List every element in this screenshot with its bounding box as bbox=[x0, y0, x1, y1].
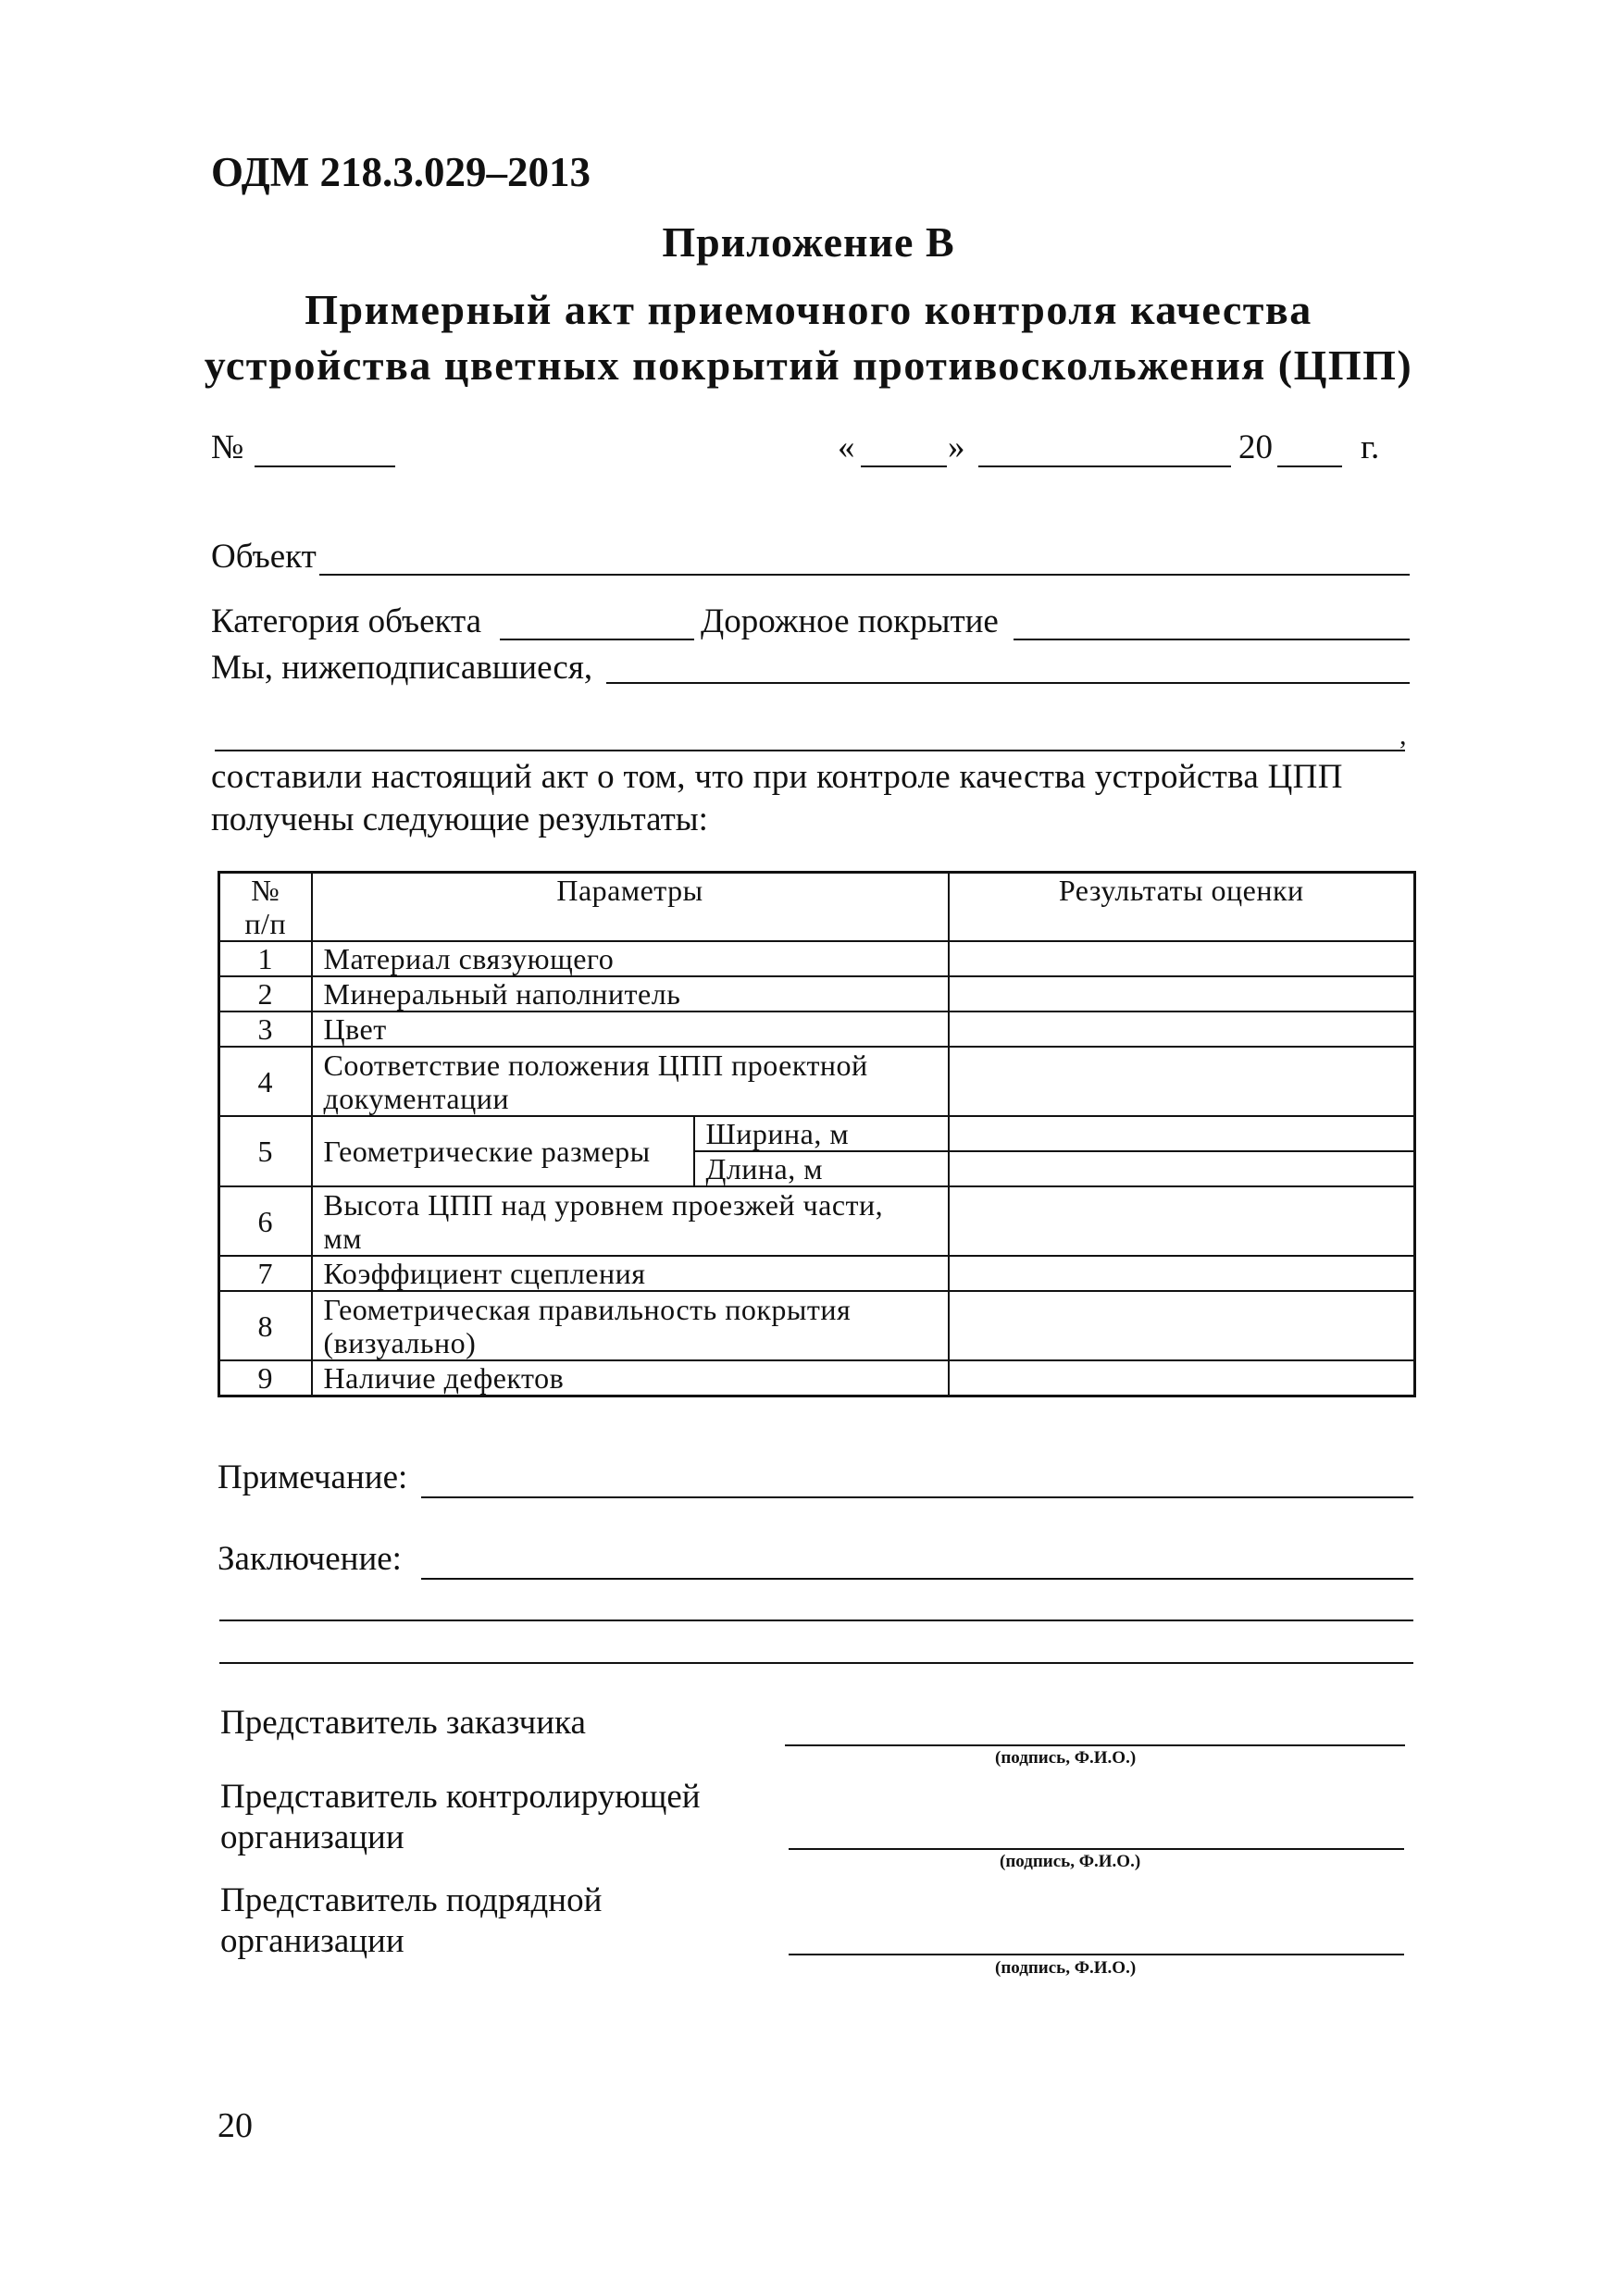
controller-label-line-1: Представитель контролирующей bbox=[220, 1778, 701, 1816]
row-result-cell[interactable] bbox=[949, 1256, 1415, 1291]
conclusion-field[interactable] bbox=[421, 1578, 1413, 1580]
table-row bbox=[219, 1291, 1415, 1360]
controller-representative-label bbox=[220, 1777, 701, 1858]
category-label: Категория объекта bbox=[211, 602, 482, 640]
row-param-line-2: документации bbox=[323, 1081, 509, 1115]
table-row bbox=[219, 976, 1415, 1011]
row-num: 2 bbox=[219, 976, 312, 1011]
trailing-comma: , bbox=[1399, 720, 1407, 751]
row-result-cell[interactable] bbox=[949, 1011, 1415, 1047]
controller-signature-caption: (подпись, Ф.И.О.) bbox=[1000, 1852, 1141, 1871]
conclusion-field-2[interactable] bbox=[219, 1620, 1413, 1621]
table-row bbox=[219, 1116, 1415, 1151]
table-row bbox=[219, 1360, 1415, 1396]
note-label: Примечание: bbox=[218, 1458, 408, 1496]
row-num: 4 bbox=[219, 1047, 312, 1116]
contractor-signature-field[interactable] bbox=[789, 1954, 1404, 1955]
contractor-label-line-1: Представитель подрядной bbox=[220, 1881, 603, 1919]
number-label: № bbox=[211, 428, 244, 466]
row-result-cell[interactable] bbox=[949, 1360, 1415, 1396]
customer-signature-field[interactable] bbox=[785, 1744, 1405, 1746]
row-subparam-length: Длина, м bbox=[694, 1151, 949, 1186]
row-param-line-1: Соответствие положения ЦПП проектной bbox=[323, 1048, 868, 1082]
row-param-line-1: Высота ЦПП над уровнем проезжей части, bbox=[323, 1187, 884, 1222]
row-num: 8 bbox=[219, 1291, 312, 1360]
row-param-line-2: (визуально) bbox=[323, 1325, 477, 1359]
row-result-cell[interactable] bbox=[949, 976, 1415, 1011]
header-params-cell bbox=[312, 873, 949, 942]
table-row bbox=[219, 1011, 1415, 1047]
conclusion-label: Заключение: bbox=[218, 1540, 402, 1578]
date-day-field[interactable] bbox=[861, 465, 947, 467]
contractor-signature-caption: (подпись, Ф.И.О.) bbox=[995, 1958, 1137, 1978]
act-title-line-1: Примерный акт приемочного контроля качества bbox=[305, 286, 1312, 333]
header-params: Параметры bbox=[556, 874, 703, 907]
row-result-cell[interactable] bbox=[949, 1186, 1415, 1256]
header-results-cell bbox=[949, 873, 1415, 942]
row-num: 9 bbox=[219, 1360, 312, 1396]
row-param bbox=[312, 1047, 949, 1116]
row-param: Цвет bbox=[312, 1011, 949, 1047]
table-row bbox=[219, 1047, 1415, 1116]
row-param: Геометрические размеры bbox=[312, 1116, 694, 1186]
date-close-quote: » bbox=[948, 428, 965, 466]
table-row bbox=[219, 1186, 1415, 1256]
date-month-field[interactable] bbox=[978, 465, 1231, 467]
contractor-label-line-2: организации bbox=[220, 1922, 404, 1960]
year-suffix: г. bbox=[1361, 428, 1380, 466]
row-param bbox=[312, 1291, 949, 1360]
road-surface-label: Дорожное покрытие bbox=[701, 602, 999, 640]
header-num-line-1: № bbox=[251, 874, 280, 907]
signatories-field-2[interactable] bbox=[215, 750, 1405, 751]
row-num: 7 bbox=[219, 1256, 312, 1291]
conclusion-field-3[interactable] bbox=[219, 1662, 1413, 1664]
header-results: Результаты оценки bbox=[1058, 874, 1304, 907]
note-field[interactable] bbox=[421, 1496, 1413, 1498]
results-table bbox=[218, 871, 1416, 1397]
row-param: Материал связующего bbox=[312, 941, 949, 976]
act-title-line-2: устройства цветных покрытий противоскольжения (ЦПП) bbox=[204, 341, 1413, 389]
row-param: Минеральный наполнитель bbox=[312, 976, 949, 1011]
row-param-line-2: мм bbox=[323, 1221, 362, 1255]
table-row bbox=[219, 1256, 1415, 1291]
road-surface-field[interactable] bbox=[1014, 639, 1410, 640]
header-num-cell bbox=[219, 873, 312, 942]
row-result-cell[interactable] bbox=[949, 1291, 1415, 1360]
act-title bbox=[0, 282, 1617, 393]
contractor-representative-label bbox=[220, 1880, 602, 1962]
row-result-cell[interactable] bbox=[949, 1116, 1415, 1151]
customer-representative-label: Представитель заказчика bbox=[220, 1704, 586, 1742]
date-year-field[interactable] bbox=[1277, 465, 1342, 467]
row-result-cell[interactable] bbox=[949, 1047, 1415, 1116]
appendix-title: Приложение В bbox=[662, 218, 955, 266]
category-field[interactable] bbox=[500, 639, 694, 640]
number-field[interactable] bbox=[255, 465, 395, 467]
row-num: 1 bbox=[219, 941, 312, 976]
row-param: Коэффициент сцепления bbox=[312, 1256, 949, 1291]
row-num: 5 bbox=[219, 1116, 312, 1186]
statement-line-2: получены следующие результаты: bbox=[211, 800, 708, 838]
row-param bbox=[312, 1186, 949, 1256]
page-number: 20 bbox=[218, 2106, 253, 2145]
row-param-line-1: Геометрическая правильность покрытия bbox=[323, 1292, 852, 1326]
header-num-line-2: п/п bbox=[244, 907, 287, 940]
row-num: 6 bbox=[219, 1186, 312, 1256]
row-result-cell[interactable] bbox=[949, 1151, 1415, 1186]
row-subparam-width: Ширина, м bbox=[694, 1116, 949, 1151]
date-open-quote: « bbox=[838, 428, 855, 466]
controller-signature-field[interactable] bbox=[789, 1848, 1404, 1850]
object-label: Объект bbox=[211, 538, 317, 576]
statement-line-1: составили настоящий акт о том, что при контроле качества устройства ЦПП bbox=[211, 758, 1343, 796]
customer-signature-caption: (подпись, Ф.И.О.) bbox=[995, 1748, 1137, 1768]
controller-label-line-2: организации bbox=[220, 1818, 404, 1856]
signatories-label: Мы, нижеподписавшиеся, bbox=[211, 649, 593, 687]
object-field[interactable] bbox=[319, 574, 1410, 576]
row-param: Наличие дефектов bbox=[312, 1360, 949, 1396]
year-prefix: 20 bbox=[1238, 428, 1273, 466]
row-num: 3 bbox=[219, 1011, 312, 1047]
document-code: ОДМ 218.3.029–2013 bbox=[211, 149, 591, 195]
signatories-field[interactable] bbox=[606, 682, 1410, 684]
table-header-row bbox=[219, 873, 1415, 942]
table-row bbox=[219, 941, 1415, 976]
row-result-cell[interactable] bbox=[949, 941, 1415, 976]
